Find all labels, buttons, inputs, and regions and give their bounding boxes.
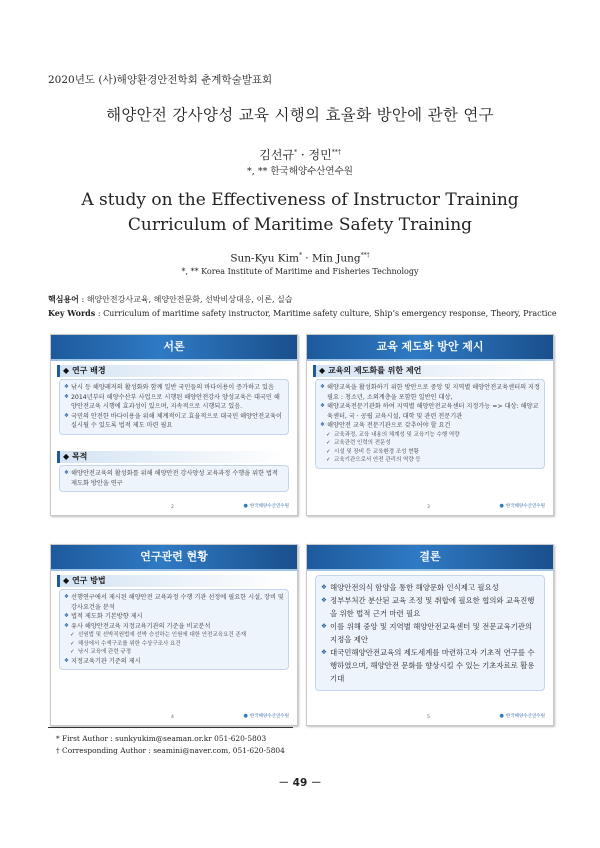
author-separator: · — [297, 148, 309, 162]
conference-header: 2020년도 (사)해양환경안전학회 춘계학술발표회 — [48, 74, 273, 86]
author1-name: 김선규 — [259, 148, 295, 162]
institute-logo: ● 한국해양수산연수원 — [244, 503, 290, 509]
content-box — [315, 575, 545, 691]
keywords-text-en: : Curriculum of maritime safety instructor, Maritime safety culture, Ship’s emergency response, Theory, Practice — [95, 309, 557, 318]
slide-page-number: 2 — [171, 505, 174, 510]
sub-item: ✓ 교육과정, 교육 내용의 체계성 및 교육기능 수행 역량 — [320, 431, 540, 440]
slide-research-status — [50, 544, 298, 726]
slide-header-divider — [307, 569, 553, 571]
author1-name-en: Sun-Kyu Kim — [230, 252, 299, 265]
author2-name: 정민 — [308, 148, 332, 162]
slide-page-number: 5 — [427, 715, 430, 720]
footnote-mark: † — [56, 746, 60, 755]
footnote-mark: * — [56, 734, 60, 743]
slide-header-divider — [51, 359, 297, 361]
bullet-item: ❖ 대국민해양안전교육의 제도세계를 마련하고자 기초적 연구를 수행하였으며, 해양안전 문화를 향상시킬 수 있는 기초자료로 활용 기대 — [321, 646, 539, 685]
bullet-item: ❖ 낚시 등 해양레저의 활성화와 함께 일반 국민들의 바다이용이 증가하고 있음 — [64, 383, 284, 393]
page-number: － 49 － — [278, 777, 322, 789]
slide-title: 연구관련 현황 — [51, 545, 297, 569]
sub-item: ✓ 시설 및 장비 등 교육환경 조성 현황 — [320, 448, 540, 457]
institute-logo: ● 한국해양수산연수원 — [500, 713, 546, 719]
footnote-text: Corresponding Author : seamini@naver.com, 051-620-5804 — [59, 746, 285, 755]
bullet-item: ❖ 해양안전 교육 전문기관으로 갖추어야 할 요건 — [320, 421, 540, 431]
slide-introduction — [50, 334, 298, 516]
institute-logo: ● 한국해양수산연수원 — [500, 503, 546, 509]
section-heading: ◆ 연구 배경 — [57, 365, 287, 377]
footnote-first-author — [56, 734, 266, 743]
keywords-english — [48, 308, 557, 318]
title-english: A study on the Effectiveness of Instructor Training Curriculum of Maritime Safety Training — [81, 190, 519, 235]
bullet-item: ❖ 지정교육기관 기준의 제시 — [64, 657, 284, 667]
section-heading: ◆ 목적 — [57, 451, 287, 463]
footnote-corresponding-author — [56, 746, 285, 755]
keywords-text: : 해양안전강사교육, 해양안전문화, 선박비상대응, 이론, 실습 — [78, 295, 293, 304]
keywords-label-en: Key Words — [48, 308, 96, 318]
sub-item: ✓ 교육관련 인력의 전문성 — [320, 439, 540, 448]
authors-korean — [0, 146, 600, 163]
author1-mark: * — [294, 149, 298, 156]
content-box — [59, 589, 289, 670]
slide-title: 교육 제도화 방안 제시 — [307, 335, 553, 359]
bullet-item: ❖ 법적 제도화 기본방향 제시 — [64, 612, 284, 622]
bullet-item: ❖ 이를 위해 중앙 및 지역별 해양안전교육센터 및 전문교육기관의 지정을 제안 — [321, 620, 539, 646]
section-heading: ◆ 교육의 제도화를 위한 제언 — [313, 365, 543, 377]
author1-mark-en: * — [298, 252, 302, 259]
affiliation-korean: *, ** 한국해양수산연수원 — [247, 166, 353, 177]
bullet-item: ❖ 국민의 안전한 바다이용을 위해 체계적이고 효율적으로 대국민 해양안전교육이 실시될 수 있도록 법적 제도 마련 필요 — [64, 412, 284, 431]
bullet-item: ❖ 해양안전교육의 활성화를 위해 해양안전 강사양성 교육과정 수행을 위한 법적 제도화 방안을 연구 — [64, 469, 284, 488]
bullet-item: ❖ 정부부처간 분산된 교육 조정 및 취합에 필요한 협의와 교육진행을 위한 법적 근거 마련 필요 — [321, 594, 539, 620]
slide-institutionalization — [306, 334, 554, 516]
institute-logo: ● 한국해양수산연수원 — [244, 713, 290, 719]
footnote-divider — [48, 727, 293, 728]
sub-item: ✓ 낚시 교육에 관련 규정 — [64, 648, 284, 657]
slide-title: 결론 — [307, 545, 553, 569]
content-box — [59, 379, 289, 435]
keywords-korean — [48, 294, 293, 305]
author2-name-en: Min Jung — [311, 252, 361, 265]
title-korean: 해양안전 강사양성 교육 시행의 효율화 방안에 관한 연구 — [106, 106, 494, 124]
slide-header-divider — [51, 569, 297, 571]
slide-page-number: 3 — [427, 505, 430, 510]
sub-item: ✓ 교육기관으로서 안전 관리의 역량 등 — [320, 456, 540, 465]
content-box — [59, 465, 289, 492]
slide-conclusion — [306, 544, 554, 726]
footnote-text: First Author : sunkyukim@seaman.or.kr 051-620-5803 — [59, 734, 267, 743]
affiliation-english: *, ** Korea Institute of Maritime and Fisheries Technology — [181, 267, 419, 276]
bullet-item: ❖ 선행연구에서 제시된 해양안전 교육과정 수행 기관 선정에 필요한 시설, 장비 및 강사요건을 분석 — [64, 593, 284, 612]
sub-item: ✓ 해상에서 수색구조를 위한 수상구조사 요건 — [64, 640, 284, 649]
slide-title: 서론 — [51, 335, 297, 359]
author-separator-en: · — [301, 252, 312, 265]
bullet-item: ❖ 유사 해양안전교육 지정교육기관의 기준을 비교분석 — [64, 622, 284, 632]
bullet-item: ❖ 해양안전의식 함양을 통한 해양문화 인식제고 필요성 — [321, 581, 539, 594]
slide-header-divider — [307, 359, 553, 361]
sub-item: ✓ 선원법 및 선박직원법에 선박 승선하는 인원에 대한 안전교육요건 존재 — [64, 631, 284, 640]
content-box — [315, 379, 545, 469]
bullet-item: ❖ 2014년부터 해양수산부 사업으로 시행된 해양안전강사 양성교육은 대국민 해양안전교육 시행에 효과성이 있으며, 지속적으로 시행되고 있음. — [64, 393, 284, 412]
section-heading: ◆ 연구 방법 — [57, 575, 287, 587]
bullet-item: ❖ 해양교육전문기관화 하여 지역별 해양안전교육센터 지정가능 => 대상: 해양교육센터, 국 · 공립 교육시설, 대학 및 관련 전문기관 — [320, 402, 540, 421]
author2-mark: **† — [331, 149, 341, 156]
keywords-label: 핵심용어 — [48, 294, 79, 304]
bullet-item: ❖ 해양교육을 활성화하기 위한 방안으로 중앙 및 지역별 해양안전교육센터의 지정 필요 : 청소년, 소외계층을 포함한 일반인 대상, — [320, 383, 540, 402]
slide-page-number: 4 — [171, 715, 174, 720]
author2-mark-en: **† — [360, 252, 370, 259]
authors-english — [0, 252, 600, 265]
